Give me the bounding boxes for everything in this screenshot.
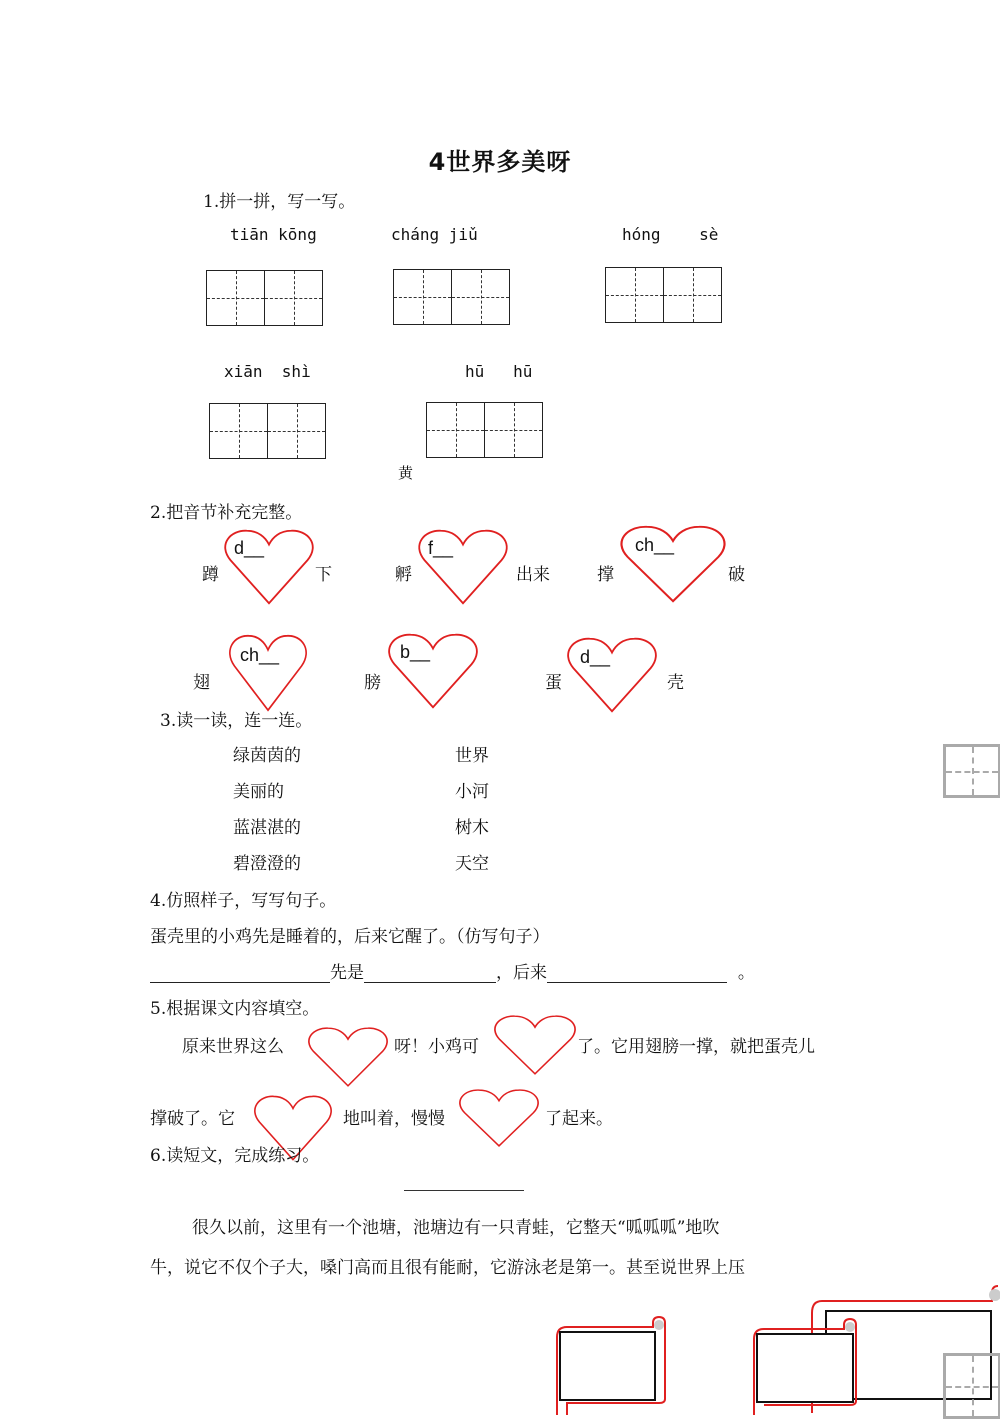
q2-after-3: 破 [728,565,745,585]
q2-after-2: 出来 [516,565,550,585]
q5-label: 5.根据课文内容填空。 [150,999,320,1019]
q5-line1-c: 了。它用翅膀一撑，就把蛋壳儿 [577,1037,815,1057]
q2-label: 2.把音节补充完整。 [150,503,303,523]
match-right-4[interactable]: 天空 [455,854,489,874]
match-left-2[interactable]: 美丽的 [233,782,284,802]
pinyin-4: xiān shì [224,362,311,381]
writing-grid-4[interactable] [209,403,326,459]
syllable-hint-1[interactable]: d__ [234,538,265,558]
passage-line-1: 很久以前，这里有一个池塘，池塘边有一只青蛙，它整天“呱呱呱”地吹 [192,1218,720,1238]
syllable-hint-6[interactable]: d__ [580,647,611,667]
side-grid-icon [943,1353,1000,1419]
q4-label: 4.仿照样子，写写句子。 [150,891,337,911]
match-right-1[interactable]: 世界 [455,746,489,766]
syllable-hint-2[interactable]: f__ [428,538,454,558]
pinyin-3: hóng sè [622,225,719,244]
heart-icon[interactable] [458,1088,540,1148]
writing-grid-1[interactable] [206,270,323,326]
q4-word-first: 先是 [330,963,364,983]
q2-before-4: 翅 [193,673,210,693]
q1-label: 1.拼一拼，写一写。 [203,192,356,212]
writing-grid-5[interactable] [426,402,543,458]
blank-later[interactable] [547,964,727,983]
q6-label: 6.读短文，完成练习。 [150,1146,320,1166]
writing-grid-2[interactable] [393,269,510,325]
syllable-hint-4[interactable]: ch__ [240,645,280,665]
q3-label: 3.读一读，连一连。 [160,711,313,731]
q4-end: 。 [737,963,755,983]
q5-line2-c: 了起来。 [545,1109,613,1129]
q5-line1-b: 呀！小鸡可 [394,1037,479,1057]
match-left-4[interactable]: 碧澄澄的 [233,854,301,874]
q2-after-6: 壳 [667,673,684,693]
q2-after-1: 下 [315,565,332,585]
writing-grid-3[interactable] [605,267,722,323]
q2-before-5: 膀 [364,673,381,693]
grid-prefix: 黄 [398,464,414,482]
blank-subject[interactable] [150,964,330,983]
q5-line1-a: 原来世界这么 [182,1037,284,1057]
q4-word-later: ，后来 [496,963,547,983]
match-left-3[interactable]: 蓝湛湛的 [233,818,301,838]
pinyin-2: cháng jiǔ [391,225,478,244]
title-blank[interactable] [404,1190,524,1191]
scroll-frame-icon [545,1315,670,1415]
q5-line2-a: 撑破了。它 [150,1109,235,1129]
q2-before-3: 撑 [597,565,614,585]
side-grid-icon [943,744,1000,798]
heart-icon[interactable] [493,1014,577,1076]
q2-before-2: 孵 [395,565,412,585]
pinyin-5: hū hū [465,362,533,381]
q2-before-6: 蛋 [545,673,562,693]
syllable-hint-3[interactable]: ch__ [635,535,675,555]
page-title: 4世界多美呀 [428,148,572,176]
blank-first[interactable] [364,964,496,983]
match-right-3[interactable]: 树木 [455,818,489,838]
syllable-hint-5[interactable]: b__ [400,642,431,662]
heart-icon[interactable] [307,1026,389,1088]
q4-answer-line [150,958,755,983]
q5-line2-b: 地叫着，慢慢 [343,1109,445,1129]
match-left-1[interactable]: 绿茵茵的 [233,746,301,766]
passage-line-2: 牛，说它不仅个子大，嗓门高而且很有能耐，它游泳老是第一。甚至说世界上压 [150,1258,745,1278]
q4-example: 蛋壳里的小鸡先是睡着的，后来它醒了。（仿写句子） [150,927,550,947]
match-right-2[interactable]: 小河 [455,782,489,802]
q2-before-1: 蹲 [202,565,219,585]
pinyin-1: tiān kōng [230,225,317,244]
